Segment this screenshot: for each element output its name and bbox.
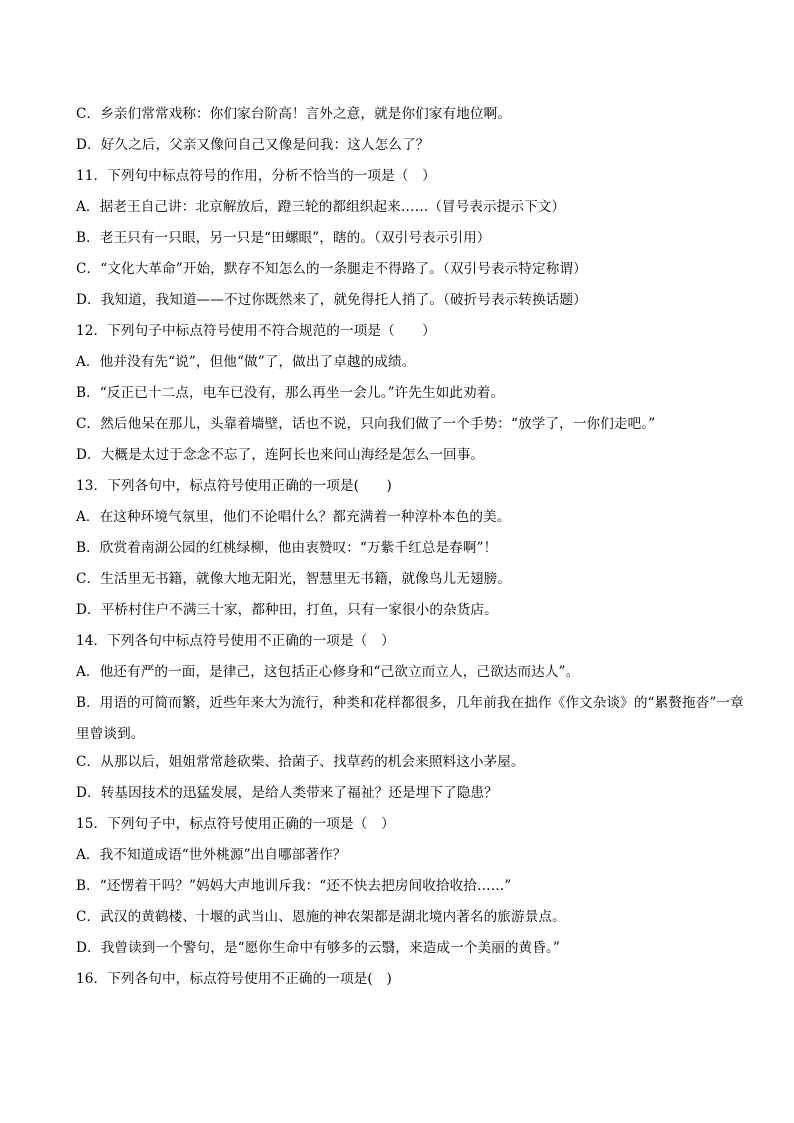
option-d-q12: D．大概是太过于念念不忘了，连阿长也来问山海经是怎么一回事。 bbox=[76, 447, 485, 463]
option-d-q11: D．我知道，我知道——不过你既然来了，就免得托人捎了。（破折号表示转换话题） bbox=[76, 292, 587, 308]
question-12: 12．下列句子中标点符号使用不符合规范的一项是（ ） bbox=[76, 323, 436, 339]
option-d-q13: D．平桥村住户不满三十家，都种田，打鱼，只有一家很小的杂货店。 bbox=[76, 602, 498, 618]
question-16: 16．下列各句中，标点符号使用不正确的一项是( ) bbox=[76, 971, 392, 987]
option-d-q10: D．好久之后，父亲又像问自己又像是问我：这人怎么了？ bbox=[76, 137, 430, 153]
option-c-q15: C．武汉的黄鹤楼、十堰的武当山、恩施的神农架都是湖北境内著名的旅游景点。 bbox=[76, 909, 566, 925]
question-11: 11．下列句中标点符号的作用，分析不恰当的一项是（ ） bbox=[76, 168, 436, 184]
option-a-q14: A．他还有严的一面，是律己，这包括正心修身和“己欲立而立人，己欲达而达人”。 bbox=[76, 664, 580, 680]
question-14: 14．下列各句中标点符号使用不正确的一项是（ ） bbox=[76, 633, 395, 649]
option-b-q11: B．老王只有一只眼，另一只是“田螺眼”，瞎的。（双引号表示引用） bbox=[76, 230, 491, 246]
option-c-q11: C．“文化大革命”开始，默存不知怎么的一条腿走不得路了。（双引号表示特定称谓） bbox=[76, 261, 587, 277]
option-a-q11: A．据老王自己讲：北京解放后，蹬三轮的都组织起来……（冒号表示提示下文） bbox=[76, 199, 566, 215]
option-c-q12: C．然后他呆在那儿，头靠着墙壁，话也不说，只向我们做了一个手势：“放学了，一你们走吧。” bbox=[76, 416, 656, 432]
option-b-q12: B．“反正已十二点，电车已没有，那么再坐一会儿。”许先生如此劝着。 bbox=[76, 385, 505, 401]
option-a-q15: A．我不知道成语“世外桃源”出自哪部著作？ bbox=[76, 847, 347, 863]
option-d-q15: D．我曾读到一个警句，是“愿你生命中有够多的云翳，来造成一个美丽的黄昏。” bbox=[76, 940, 560, 956]
option-b-q15: B．“还愣着干吗？”妈妈大声地训斥我：“还不快去把房间收拾收拾……” bbox=[76, 878, 512, 894]
option-c-q13: C．生活里无书籍，就像大地无阳光，智慧里无书籍，就像鸟儿无翅膀。 bbox=[76, 571, 512, 587]
option-b-q14: B．用语的可简而繁，近些年来大为流行，种类和花样都很多，几年前我在拙作《作文杂谈》的“累赘拖沓”一章里曾谈到。 bbox=[76, 695, 744, 742]
question-text-block bbox=[76, 103, 756, 999]
question-15: 15．下列句子中，标点符号使用正确的一项是（ ） bbox=[76, 816, 395, 832]
option-c-q14: C．从那以后，姐姐常常趁砍柴、拾菌子、找草药的机会来照料这小茅屋。 bbox=[76, 754, 525, 770]
option-c-q10: C．乡亲们常常戏称：你们家台阶高！言外之意，就是你们家有地位啊。 bbox=[76, 106, 512, 122]
option-b-q13: B．欣赏着南湖公园的红桃绿柳，他由衷赞叹：“万紫千红总是春啊”！ bbox=[76, 540, 498, 556]
option-a-q13: A．在这种环境气氛里，他们不论唱什么？都充满着一种淳朴本色的美。 bbox=[76, 509, 511, 525]
option-d-q14: D．转基因技术的迅猛发展，是给人类带来了福祉？还是埋下了隐患？ bbox=[76, 785, 498, 801]
question-13: 13．下列各句中，标点符号使用正确的一项是( ) bbox=[76, 478, 392, 494]
option-a-q12: A．他并没有先“说”，但他“做”了，做出了卓越的成绩。 bbox=[76, 354, 416, 370]
